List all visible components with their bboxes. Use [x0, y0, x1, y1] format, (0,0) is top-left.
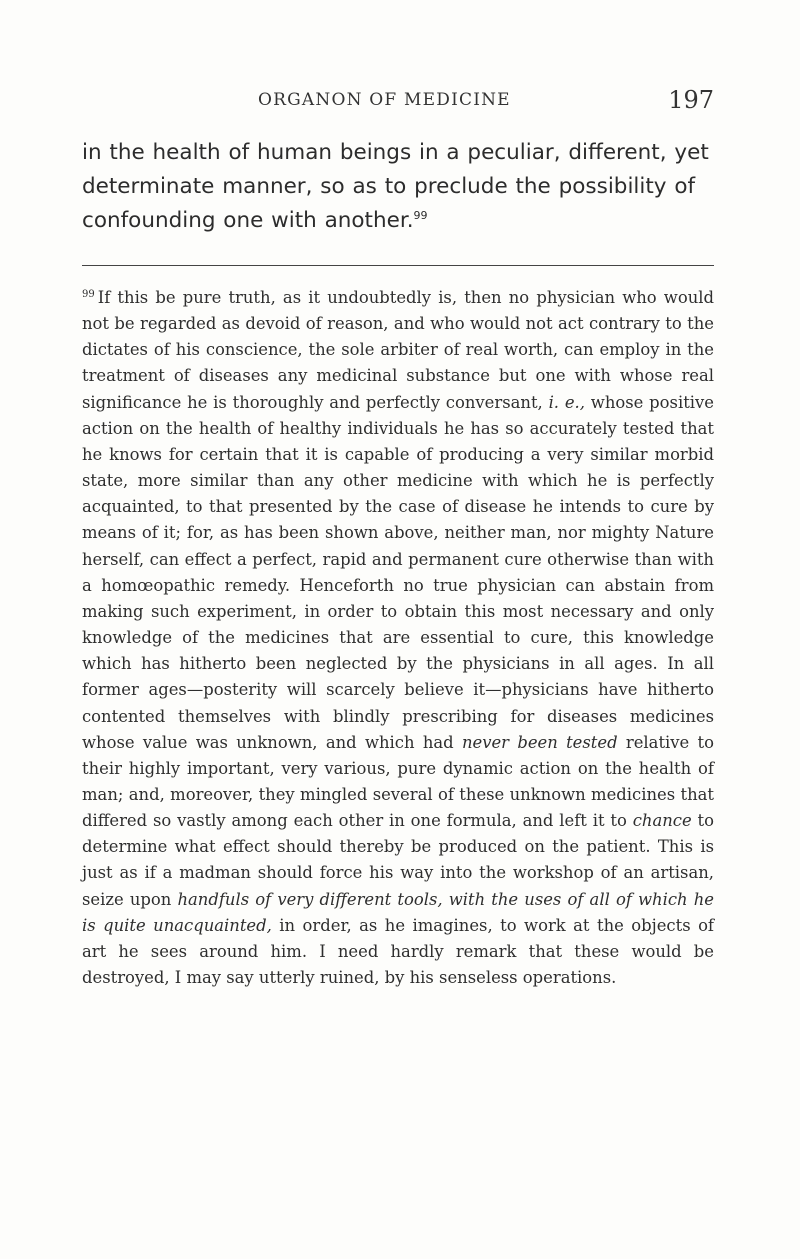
main-paragraph [82, 136, 714, 238]
footnote-divider [82, 265, 714, 266]
main-text: in the health of human beings in a peculiar, different, yet determinate manner, so as to preclude the possibility of confounding one with another. [82, 140, 709, 233]
footnote-text: in order, as he imagines, to work at the objects of art he sees around him. I need hardly remark that these would be destroyed, I may say utterly ruined, by his senseless operations. [82, 915, 714, 988]
footnote-text: to determine what effect should thereby be produced on the patient. This is just as if a madman should force his way into the workshop of an artisan, seize upon [82, 811, 714, 909]
footnote-italic-text: never been tested [461, 732, 618, 752]
footnote-italic-text: chance [632, 811, 692, 831]
footnote-reference[interactable]: 99 [413, 208, 428, 222]
footnote-text: If this be pure truth, as it undoubtedly is, then no physician who would not be regarded as devoid of reason, and who would not act contrary to the dictates of his conscience, the sole arbiter of real worth, can employ in the treatment of diseases any medicinal substance but one with whose real significance he is thoroughly and perfectly conversant, [82, 288, 714, 412]
footnote-italic-text: handfuls of very different tools, with the uses of all of which he is quite unacquainted, [82, 889, 714, 935]
page-number: 197 [668, 86, 714, 114]
footnote [82, 285, 714, 991]
running-title: ORGANON OF MEDICINE [258, 90, 511, 110]
footnote-text: relative to their highly important, very various, pure dynamic action on the health of man; and, moreover, they mingled several of these unknown medicines that differed so vastly among each other in one formula, and left it to [82, 732, 714, 831]
running-head [82, 86, 714, 116]
footnote-number: 99 [82, 288, 95, 300]
footnote-text: whose positive action on the health of healthy individuals he has so accurately tested that he knows for certain that it is capable of producing a very similar morbid state, more similar than any other medicine with which he is perfectly acquainted, to that presented by the case of disease he intends to cure by means of it; for, as has been shown above, neither man, nor mighty Nature herself, can effect a perfect, rapid and permanent cure otherwise than with a homœopathic remedy. Henceforth no true physician can abstain from making such experiment, in order to obtain this most necessary and only knowledge of the medicines that are essential to cure, this knowledge which has hitherto been neglected by the physicians in all ages. In all former ages—posterity will scarcely believe it—physicians have hitherto contented themselves with blindly prescribing for diseases medicines whose value was unknown, and which had [82, 392, 714, 752]
footnote-italic-text: i. e., [548, 392, 585, 412]
